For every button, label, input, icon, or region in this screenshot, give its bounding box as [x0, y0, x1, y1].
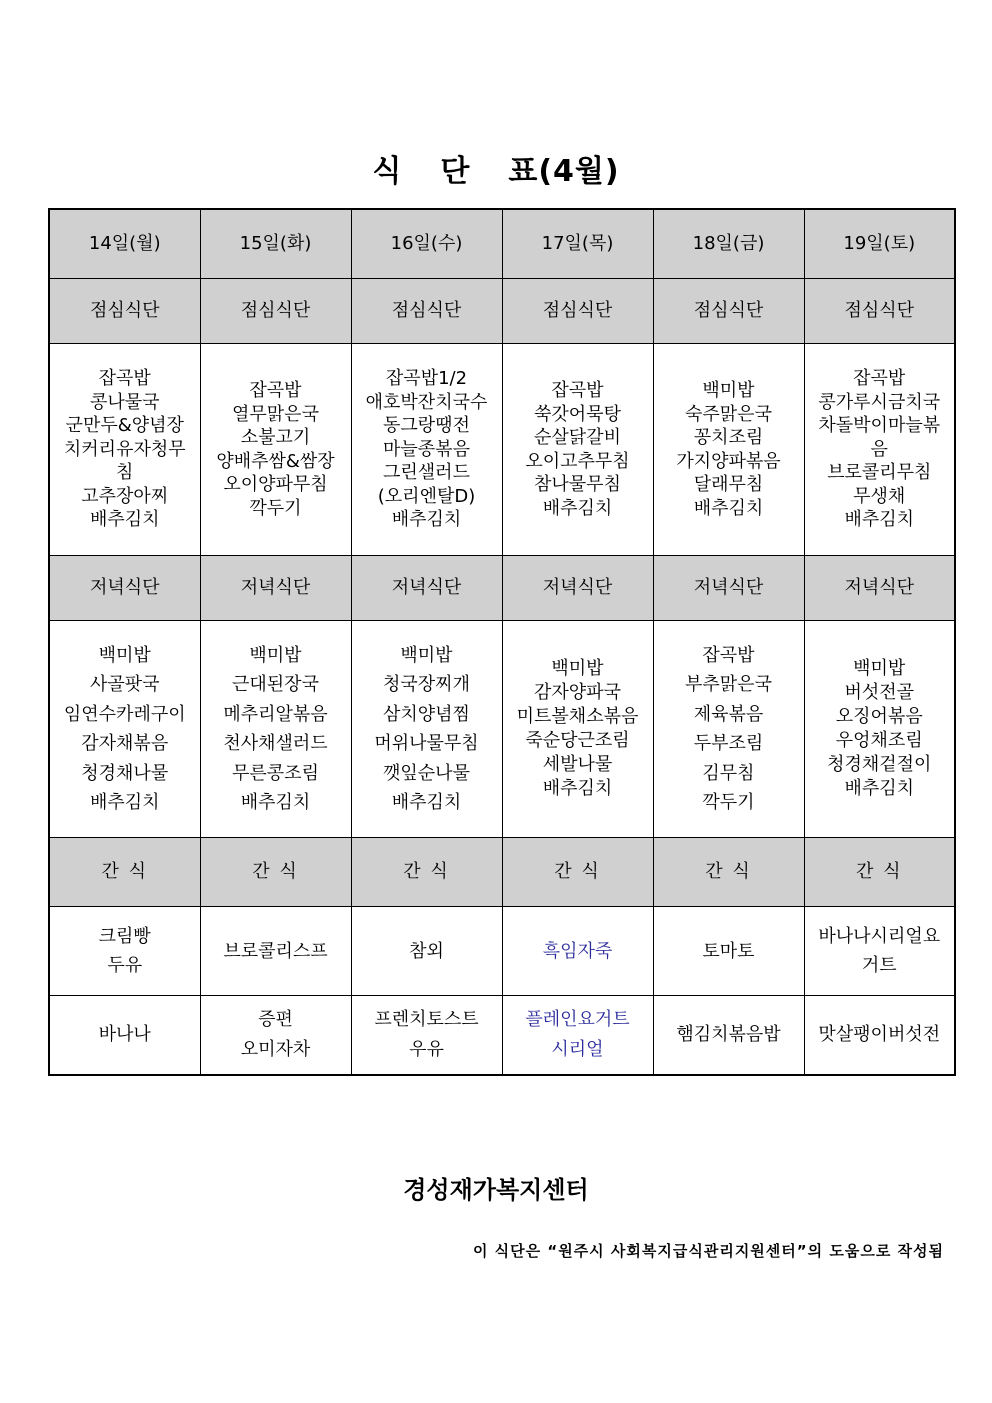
menu-item: 잡곡밥 [853, 368, 906, 390]
menu-item: 콩나물국 [89, 391, 160, 413]
menu-item: 사골팟국 [89, 674, 160, 695]
snack-cell [200, 996, 351, 1076]
menu-item: 깍두기 [249, 497, 302, 519]
menu-item: 오징어볶음 [835, 706, 923, 727]
dinner-menu-cell [49, 621, 200, 838]
menu-item: 삼치양념찜 [383, 703, 470, 725]
menu-item: 배추김치 [693, 497, 764, 519]
snack-label-row [49, 838, 955, 907]
day-header: 19일(토) [804, 209, 955, 279]
dinner-menu-cell [804, 621, 955, 838]
menu-item: 배추김치 [542, 497, 613, 519]
menu-item: 브로콜리무침 [827, 462, 932, 484]
menu-item: 백미밥 [98, 644, 151, 666]
lunch-label: 점심식단 [653, 279, 804, 344]
snack-label: 간 식 [351, 838, 502, 907]
title-part-2: 단 [440, 154, 471, 189]
menu-item: 치커리유자청무 [63, 438, 186, 460]
dinner-menu-cell [200, 621, 351, 838]
snack-cell [502, 907, 653, 996]
snack-label: 간 식 [200, 838, 351, 907]
lunch-menu-cell [351, 344, 502, 556]
menu-item: 미트볼채소볶음 [516, 706, 639, 727]
menu-item: 잡곡밥 [702, 644, 755, 666]
menu-item: 백미밥 [400, 644, 453, 666]
day-header: 14일(월) [49, 209, 200, 279]
lunch-label: 점심식단 [200, 279, 351, 344]
menu-item: 가지양파볶음 [676, 450, 781, 472]
menu-item: 우유 [409, 1039, 444, 1060]
menu-item: 죽순당근조림 [525, 730, 630, 751]
center-name: 경성재가복지센터 [403, 1176, 589, 1204]
lunch-menu-cell [49, 344, 200, 556]
menu-item: 백미밥 [551, 658, 604, 679]
menu-item: 참나물무침 [534, 474, 621, 495]
snack-cell [200, 907, 351, 996]
menu-item: 세발나물 [542, 754, 613, 775]
menu-item: 배추김치 [89, 509, 160, 531]
snack-row-2 [49, 996, 955, 1076]
menu-item: 부추맑은국 [685, 674, 772, 695]
menu-item: 배추김치 [844, 778, 915, 799]
menu-item: 음 [870, 438, 888, 460]
menu-item: 배추김치 [542, 778, 613, 799]
menu-item: 메추리알볶음 [223, 703, 328, 725]
meal-plan-table [48, 208, 956, 1076]
menu-item: 배추김치 [391, 792, 462, 813]
day-header: 15일(화) [200, 209, 351, 279]
menu-item: 참외 [409, 940, 444, 962]
menu-item: 머위나물무침 [374, 733, 479, 754]
menu-item: 달래무침 [693, 474, 764, 495]
menu-item: 시리얼 [551, 1039, 604, 1060]
menu-item: 차돌박이마늘볶 [818, 415, 941, 437]
menu-item: 감자양파국 [534, 682, 621, 703]
menu-item: 토마토 [702, 940, 755, 962]
menu-item: 마늘종볶음 [383, 438, 470, 460]
snack-cell [804, 996, 955, 1076]
menu-item: 배추김치 [89, 792, 160, 813]
lunch-label: 점심식단 [49, 279, 200, 344]
menu-item: 잡곡밥 [98, 368, 151, 390]
lunch-label: 점심식단 [804, 279, 955, 344]
snack-row-1 [49, 907, 955, 996]
menu-item: 크림빵 [98, 926, 151, 947]
snack-cell [49, 907, 200, 996]
menu-item: 동그랑땡전 [383, 415, 470, 437]
dinner-label: 저녁식단 [351, 556, 502, 621]
menu-item: 청경채겉절이 [827, 754, 932, 775]
menu-item: 고추장아찌 [81, 485, 169, 507]
menu-item: 숙주맑은국 [685, 403, 772, 425]
menu-item: 오미자차 [240, 1039, 311, 1060]
menu-item: 열무맑은국 [232, 403, 319, 425]
day-header-row [49, 209, 955, 279]
menu-item: 제육볶음 [693, 703, 764, 725]
menu-item: 깻잎순나물 [383, 762, 470, 784]
menu-item: 배추김치 [844, 509, 915, 531]
dinner-menu-row [49, 621, 955, 838]
day-header: 18일(금) [653, 209, 804, 279]
day-header: 17일(목) [502, 209, 653, 279]
menu-item: (오리엔탈D) [377, 485, 476, 507]
day-header: 16일(수) [351, 209, 502, 279]
menu-item: 오이양파무침 [223, 474, 328, 495]
menu-item: 배추김치 [391, 509, 462, 531]
menu-item: 증편 [258, 1009, 293, 1030]
snack-label: 간 식 [502, 838, 653, 907]
menu-item: 군만두&양념장 [65, 415, 184, 437]
menu-item: 두유 [107, 955, 143, 976]
snack-cell [653, 996, 804, 1076]
menu-item: 맛살팽이버섯전 [818, 1024, 941, 1045]
menu-item: 거트 [861, 955, 897, 976]
menu-item: 깍두기 [702, 792, 755, 813]
menu-item: 콩가루시금치국 [818, 391, 941, 413]
menu-item: 그린샐러드 [383, 462, 470, 484]
dinner-label: 저녁식단 [502, 556, 653, 621]
snack-cell [502, 996, 653, 1076]
menu-item: 양배추쌈&쌈장 [216, 450, 335, 472]
menu-item: 흑임자죽 [542, 940, 613, 962]
menu-item: 애호박잔치국수 [365, 391, 488, 413]
menu-item: 침 [116, 462, 134, 484]
menu-item: 바나나시리얼요 [818, 926, 941, 947]
lunch-menu-row [49, 344, 955, 556]
title-part-1: 식 [372, 154, 403, 189]
menu-item: 잡곡밥 [249, 380, 302, 401]
menu-item: 바나나 [98, 1024, 151, 1045]
snack-label: 간 식 [653, 838, 804, 907]
menu-item: 오이고추무침 [525, 450, 630, 472]
menu-item: 백미밥 [702, 380, 755, 401]
snack-label: 간 식 [804, 838, 955, 907]
menu-item: 버섯전골 [844, 682, 915, 703]
menu-item: 감자채볶음 [81, 733, 169, 754]
lunch-menu-cell [653, 344, 804, 556]
dinner-label: 저녁식단 [200, 556, 351, 621]
lunch-menu-cell [200, 344, 351, 556]
menu-item: 쑥갓어묵탕 [534, 403, 621, 425]
menu-item: 배추김치 [240, 792, 311, 813]
snack-cell [351, 996, 502, 1076]
lunch-menu-cell [502, 344, 653, 556]
menu-item: 청경채나물 [81, 762, 169, 784]
menu-item: 두부조림 [693, 733, 764, 754]
lunch-menu-cell [804, 344, 955, 556]
lunch-label-row [49, 279, 955, 344]
menu-item: 잡곡밥 [551, 380, 604, 401]
title-part-3: 표(4월) [508, 154, 620, 189]
menu-item: 백미밥 [853, 658, 906, 679]
dinner-menu-cell [502, 621, 653, 838]
menu-item: 근대된장국 [232, 674, 319, 695]
menu-item: 임연수카레구이 [63, 703, 186, 725]
menu-item: 소불고기 [240, 427, 311, 448]
snack-cell [351, 907, 502, 996]
dinner-label: 저녁식단 [49, 556, 200, 621]
page-title [0, 146, 992, 190]
menu-item: 순살닭갈비 [534, 427, 621, 448]
dinner-menu-cell [653, 621, 804, 838]
lunch-label: 점심식단 [351, 279, 502, 344]
lunch-label: 점심식단 [502, 279, 653, 344]
dinner-label: 저녁식단 [804, 556, 955, 621]
menu-item: 우엉채조림 [835, 730, 923, 751]
snack-label: 간 식 [49, 838, 200, 907]
menu-item: 무른콩조림 [232, 762, 319, 784]
dinner-label: 저녁식단 [653, 556, 804, 621]
menu-item: 브로콜리스프 [223, 940, 328, 962]
dinner-menu-cell [351, 621, 502, 838]
menu-item: 햄김치볶음밥 [676, 1024, 781, 1045]
footnote: 이 식단은 “원주시 사회복지급식관리지원센터”의 도움으로 작성됨 [472, 1242, 944, 1260]
menu-item: 잡곡밥1/2 [385, 368, 468, 390]
menu-item: 청국장찌개 [383, 674, 470, 695]
snack-cell [49, 996, 200, 1076]
snack-cell [653, 907, 804, 996]
menu-item: 천사채샐러드 [223, 733, 328, 754]
dinner-label-row [49, 556, 955, 621]
menu-item: 백미밥 [249, 644, 302, 666]
menu-item: 프렌치토스트 [374, 1009, 479, 1030]
menu-item: 플레인요거트 [525, 1009, 630, 1030]
menu-item: 무생채 [853, 485, 906, 507]
menu-item: 꽁치조림 [693, 427, 764, 448]
menu-item: 김무침 [702, 762, 755, 784]
snack-cell [804, 907, 955, 996]
